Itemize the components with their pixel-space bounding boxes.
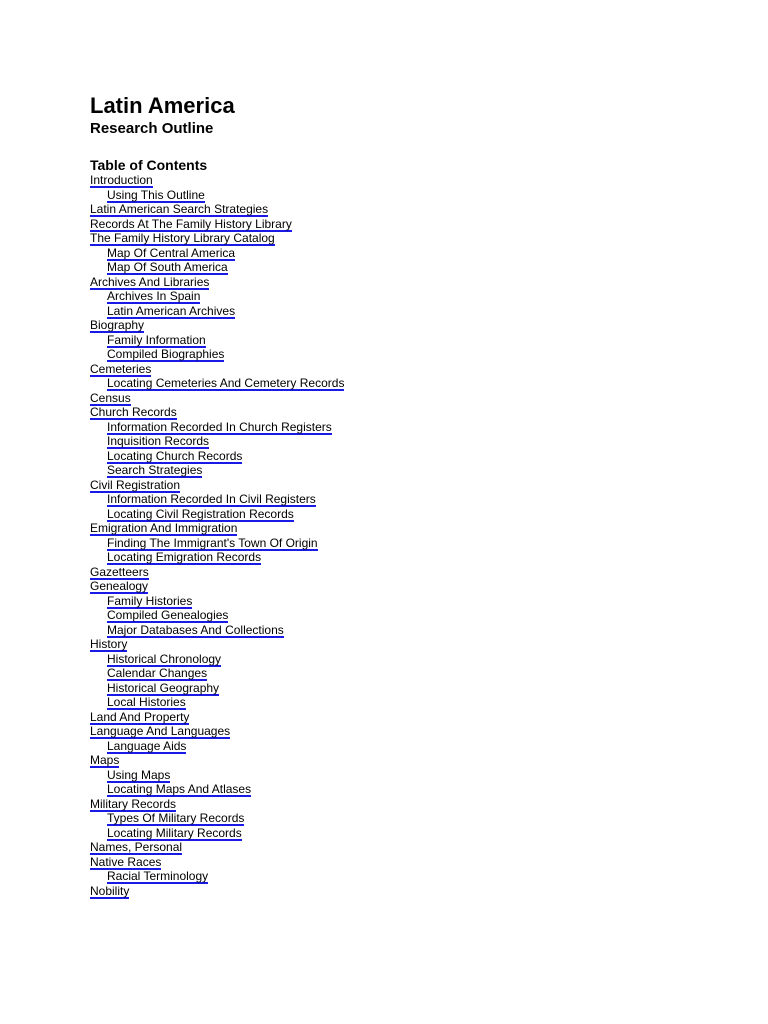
toc-item	[90, 406, 730, 421]
toc-link[interactable]: Compiled Genealogies	[107, 608, 229, 622]
toc-link[interactable]: Civil Registration	[90, 477, 181, 492]
toc-item	[90, 856, 730, 871]
toc-subitem	[90, 508, 730, 523]
toc-subitem	[90, 783, 730, 798]
toc-subitem	[90, 609, 730, 624]
toc-subitem	[90, 769, 730, 784]
toc-item	[90, 580, 730, 595]
toc-item	[90, 754, 730, 769]
toc-item	[90, 319, 730, 334]
toc-subitem	[90, 740, 730, 755]
toc-link[interactable]: Family Histories	[107, 593, 193, 608]
toc-subitem	[90, 493, 730, 508]
toc-link[interactable]: Information Recorded In Church Registers	[107, 419, 332, 434]
toc-subitem	[90, 348, 730, 363]
toc-subitem	[90, 667, 730, 682]
toc-item	[90, 711, 730, 726]
toc-item	[90, 276, 730, 291]
toc-item	[90, 725, 730, 740]
toc-item	[90, 479, 730, 494]
toc-link[interactable]: Archives And Libraries	[90, 274, 210, 289]
toc-link[interactable]: Inquisition Records	[107, 434, 210, 448]
toc-link[interactable]: Compiled Biographies	[107, 347, 225, 361]
toc-item	[90, 566, 730, 581]
toc-link[interactable]: Names, Personal	[90, 840, 183, 854]
toc-item	[90, 885, 730, 900]
toc-subitem	[90, 189, 730, 204]
toc-link[interactable]: Latin American Search Strategies	[90, 202, 269, 216]
toc-link[interactable]: Locating Church Records	[107, 448, 243, 463]
toc-link[interactable]: Calendar Changes	[107, 666, 208, 680]
toc-link[interactable]: Family Information	[107, 332, 206, 347]
table-of-contents	[90, 174, 730, 899]
toc-item	[90, 363, 730, 378]
toc-subitem	[90, 812, 730, 827]
toc-subitem	[90, 435, 730, 450]
toc-subitem	[90, 261, 730, 276]
toc-subitem	[90, 247, 730, 262]
toc-link[interactable]: Locating Maps And Atlases	[107, 782, 252, 796]
toc-subitem	[90, 305, 730, 320]
toc-link[interactable]: Maps	[90, 753, 120, 767]
toc-subitem	[90, 827, 730, 842]
toc-item	[90, 841, 730, 856]
toc-link[interactable]: Historical Chronology	[107, 651, 222, 666]
toc-heading: Table of Contents	[90, 157, 208, 173]
toc-link[interactable]: Biography	[90, 318, 145, 332]
toc-link[interactable]: Historical Geography	[107, 680, 220, 695]
toc-link[interactable]: Native Races	[90, 854, 162, 869]
toc-link[interactable]: Introduction	[90, 173, 153, 187]
toc-subitem	[90, 464, 730, 479]
toc-link[interactable]: Locating Cemeteries And Cemetery Records	[107, 376, 345, 390]
toc-link[interactable]: History	[90, 637, 128, 651]
toc-item	[90, 203, 730, 218]
toc-item	[90, 522, 730, 537]
toc-subitem	[90, 653, 730, 668]
toc-link[interactable]: Racial Terminology	[107, 869, 209, 883]
document-page	[90, 92, 730, 899]
toc-link[interactable]: Emigration And Immigration	[90, 521, 238, 535]
toc-item	[90, 174, 730, 189]
toc-link[interactable]: Military Records	[90, 796, 177, 811]
toc-subitem	[90, 421, 730, 436]
toc-link[interactable]: Map Of South America	[107, 260, 228, 274]
toc-link[interactable]: Language Aids	[107, 738, 187, 753]
toc-link[interactable]: Using Maps	[107, 767, 171, 782]
toc-link[interactable]: Using This Outline	[107, 187, 205, 202]
toc-item	[90, 798, 730, 813]
toc-link[interactable]: Church Records	[90, 405, 177, 419]
toc-link[interactable]: Search Strategies	[107, 463, 203, 477]
toc-item	[90, 232, 730, 247]
toc-link[interactable]: Archives In Spain	[107, 289, 201, 303]
toc-subitem	[90, 537, 730, 552]
toc-link[interactable]: Latin American Archives	[107, 303, 236, 318]
toc-link[interactable]: Records At The Family History Library	[90, 216, 292, 231]
toc-link[interactable]: Types Of Military Records	[107, 811, 245, 825]
toc-subitem	[90, 290, 730, 305]
toc-item	[90, 638, 730, 653]
toc-link[interactable]: Information Recorded In Civil Registers	[107, 492, 316, 506]
toc-subitem	[90, 624, 730, 639]
document-title: Latin America	[90, 93, 235, 118]
toc-subitem	[90, 595, 730, 610]
toc-link[interactable]: Nobility	[90, 883, 130, 898]
document-subtitle: Research Outline	[90, 120, 214, 137]
toc-link[interactable]: Gazetteers	[90, 564, 149, 579]
toc-link[interactable]: Major Databases And Collections	[107, 622, 284, 637]
toc-link[interactable]: Local Histories	[107, 695, 186, 709]
toc-link[interactable]: Map Of Central America	[107, 245, 236, 260]
toc-link[interactable]: The Family History Library Catalog	[90, 231, 275, 245]
toc-subitem	[90, 450, 730, 465]
toc-link[interactable]: Locating Civil Registration Records	[107, 506, 294, 521]
toc-link[interactable]: Locating Emigration Records	[107, 550, 262, 564]
toc-link[interactable]: Locating Military Records	[107, 825, 242, 840]
toc-link[interactable]: Language And Languages	[90, 724, 231, 738]
toc-subitem	[90, 377, 730, 392]
toc-subitem	[90, 682, 730, 697]
toc-link[interactable]: Census	[90, 390, 131, 405]
toc-link[interactable]: Land And Property	[90, 709, 190, 724]
toc-item	[90, 392, 730, 407]
toc-subitem	[90, 334, 730, 349]
toc-subitem	[90, 696, 730, 711]
toc-subitem	[90, 870, 730, 885]
toc-subitem	[90, 551, 730, 566]
toc-link[interactable]: Finding The Immigrant's Town Of Origin	[107, 535, 318, 550]
toc-link[interactable]: Cemeteries	[90, 361, 152, 376]
toc-link[interactable]: Genealogy	[90, 579, 149, 593]
toc-item	[90, 218, 730, 233]
